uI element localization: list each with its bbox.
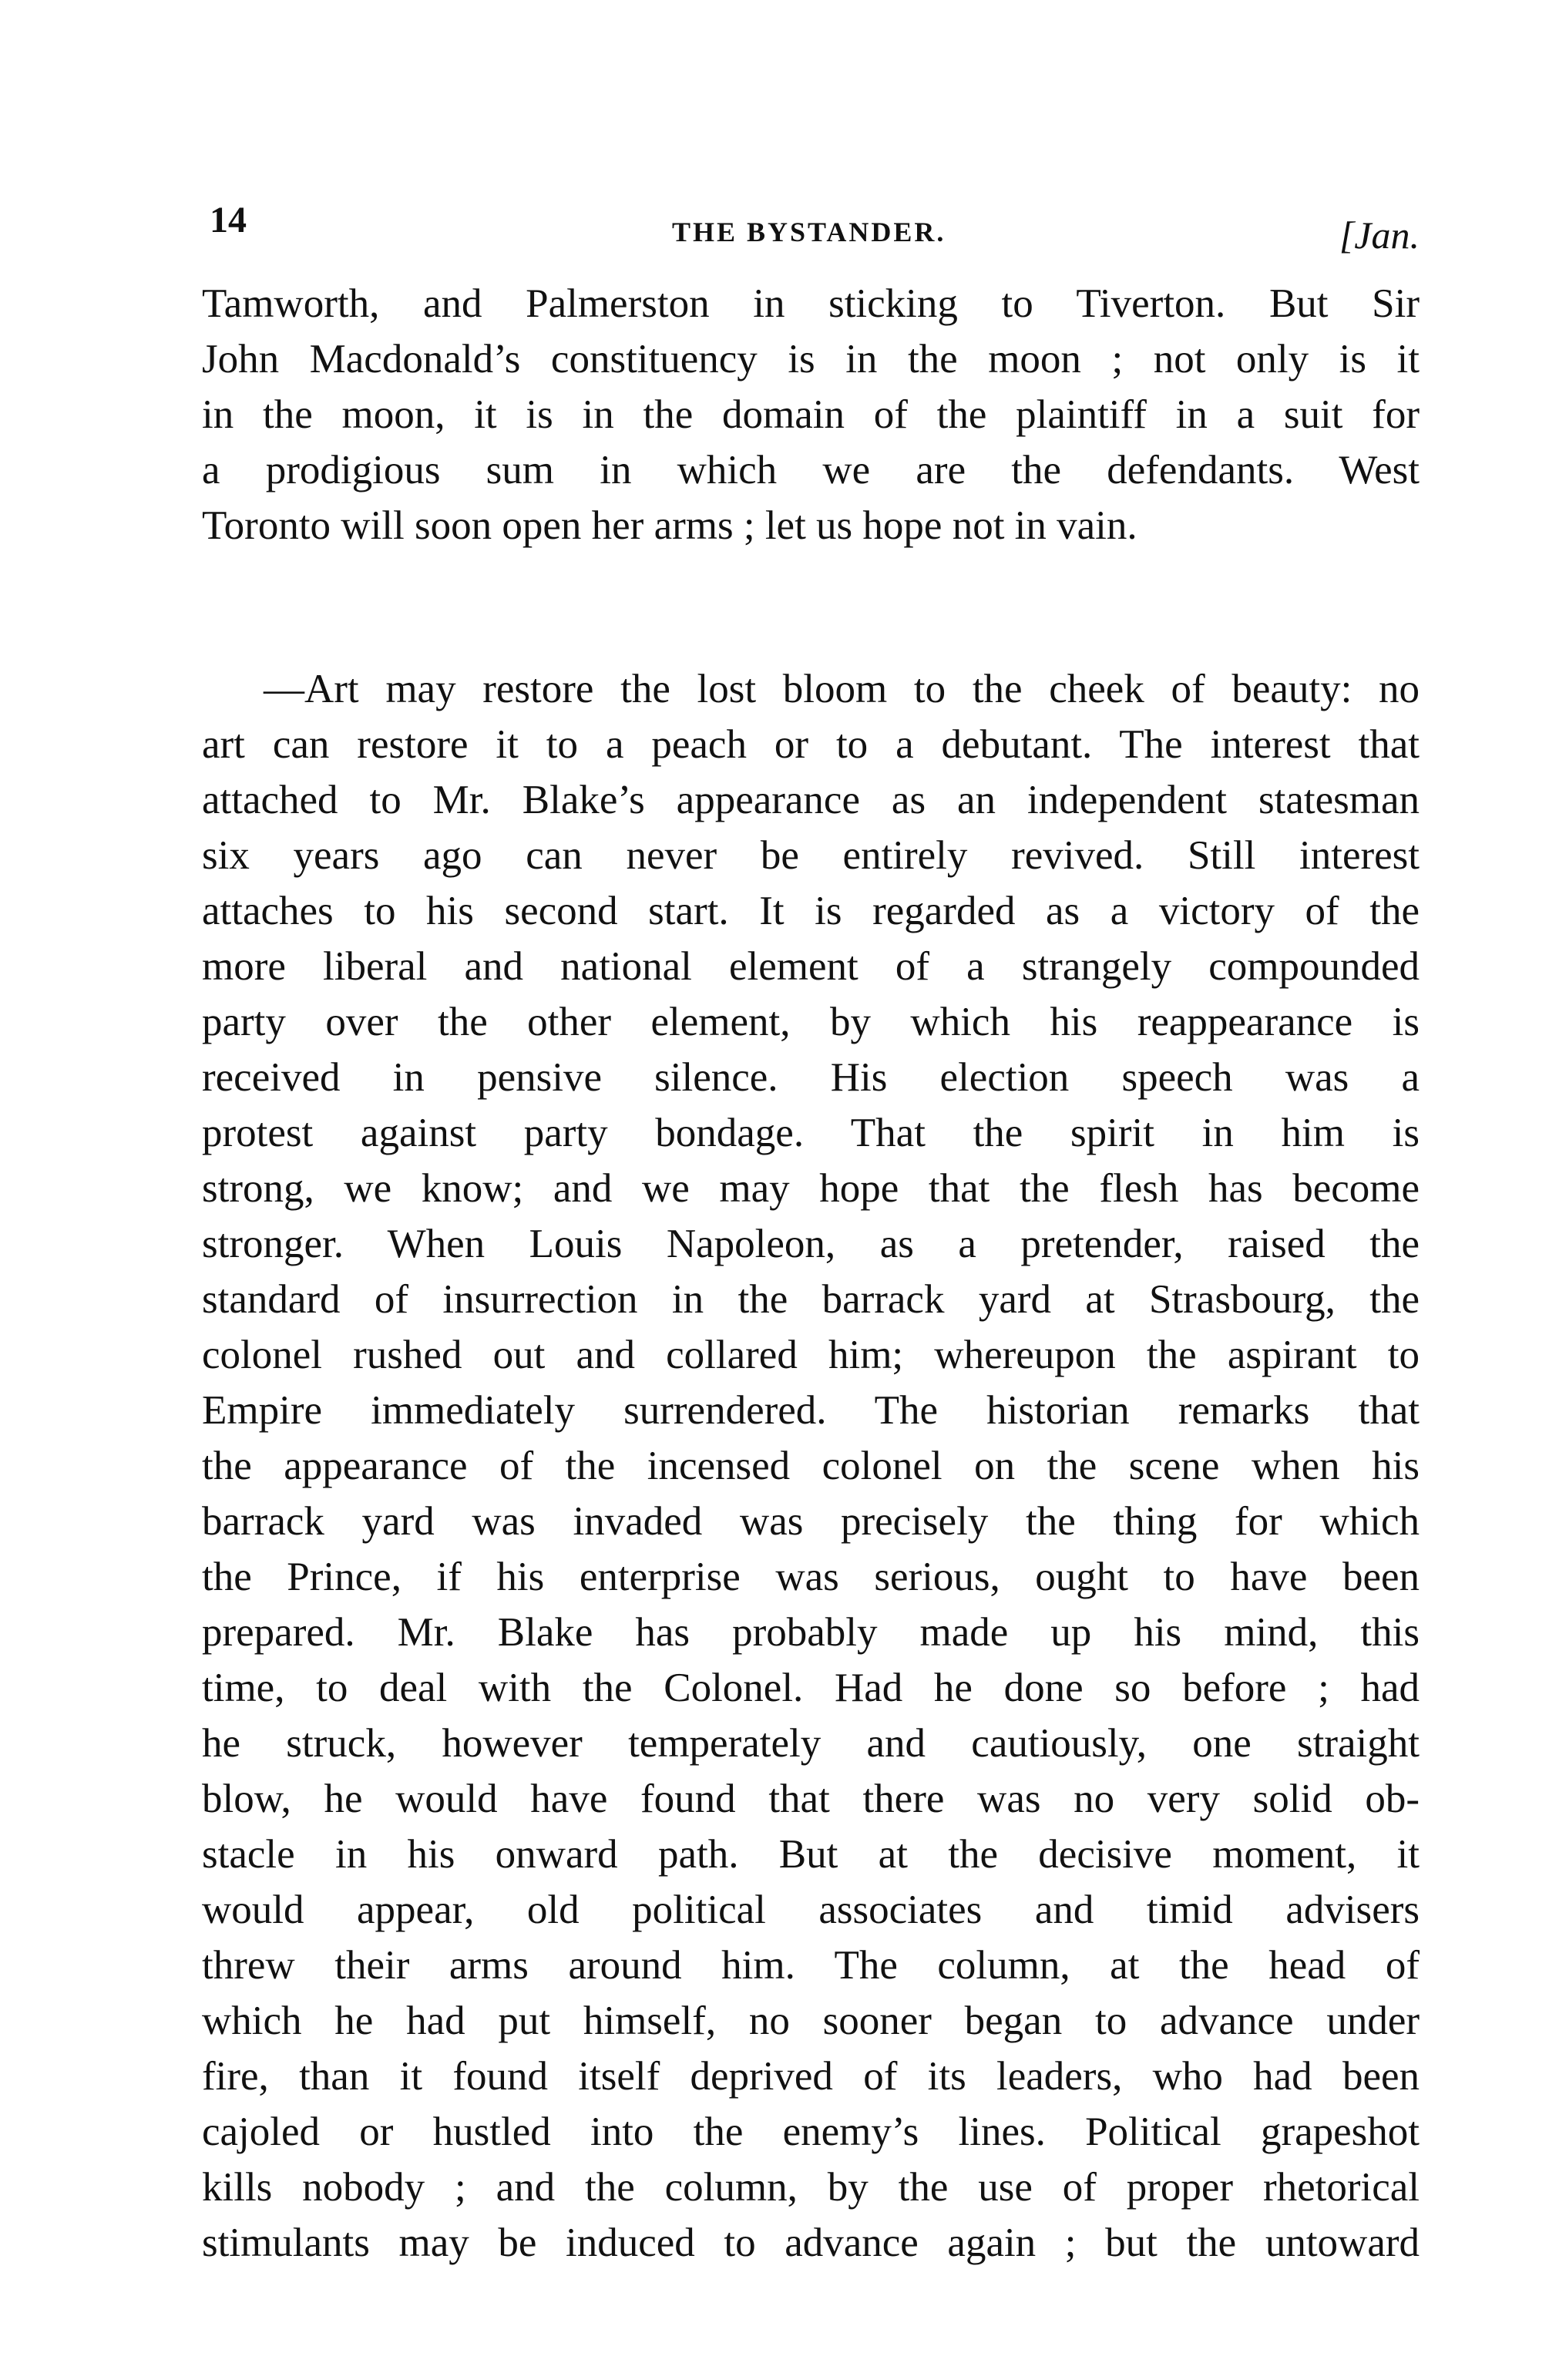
text-line: John Macdonald’s constituency is in the moon ; not only is it	[202, 337, 1420, 382]
text-line: a prodigious sum in which we are the defendants. West	[202, 448, 1420, 492]
text-line: stacle in his onward path. But at the decisive moment, it	[202, 1832, 1420, 1877]
text-line: strong, we know; and we may hope that the flesh has become	[202, 1166, 1420, 1211]
text-line: —Art may restore the lost bloom to the cheek of beauty: no	[264, 667, 1420, 711]
text-line: attaches to his second start. It is regarded as a victory of the	[202, 889, 1420, 933]
running-head	[210, 199, 1420, 261]
paragraph-2	[202, 661, 1420, 2271]
paragraph-1	[202, 276, 1420, 553]
text-line: Empire immediately surrendered. The historian remarks that	[202, 1388, 1420, 1433]
text-line: prepared. Mr. Blake has probably made up his mind, this	[202, 1610, 1420, 1655]
text-line: kills nobody ; and the column, by the use of proper rhetorical	[202, 2165, 1420, 2210]
text-line: Tamworth, and Palmerston in sticking to Tiverton. But Sir	[202, 281, 1420, 326]
text-line: received in pensive silence. His election speech was a	[202, 1055, 1420, 1100]
text-line: cajoled or hustled into the enemy’s lines. Political grapeshot	[202, 2109, 1420, 2154]
text-line: stimulants may be induced to advance again ; but the untoward	[202, 2220, 1420, 2265]
text-line: the appearance of the incensed colonel on the scene when his	[202, 1444, 1420, 1488]
text-line: he struck, however temperately and cautiously, one straight	[202, 1721, 1420, 1766]
text-line: stronger. When Louis Napoleon, as a pretender, raised the	[202, 1222, 1420, 1266]
running-month: [Jan.	[1339, 213, 1420, 257]
text-line: threw their arms around him. The column, at the head of	[202, 1943, 1420, 1988]
text-line: attached to Mr. Blake’s appearance as an independent statesman	[202, 778, 1420, 822]
text-line: barrack yard was invaded was precisely the thing for which	[202, 1499, 1420, 1544]
text-line: time, to deal with the Colonel. Had he done so before ; had	[202, 1666, 1420, 1710]
text-line: which he had put himself, no sooner began to advance under	[202, 1998, 1420, 2043]
text-line: party over the other element, by which his reappearance is	[202, 1000, 1420, 1044]
page-number: 14	[210, 200, 247, 240]
text-line: colonel rushed out and collared him; whereupon the aspirant to	[202, 1333, 1420, 1377]
text-line: standard of insurrection in the barrack yard at Strasbourg, the	[202, 1277, 1420, 1322]
text-line: in the moon, it is in the domain of the plaintiff in a suit for	[202, 392, 1420, 437]
text-line: would appear, old political associates and timid advisers	[202, 1888, 1420, 1932]
text-line: art can restore it to a peach or to a debutant. The interest that	[202, 722, 1420, 767]
text-line: Toronto will soon open her arms ; let us hope not in vain.	[202, 503, 1137, 548]
text-line: six years ago can never be entirely revived. Still interest	[202, 833, 1420, 878]
text-line: more liberal and national element of a strangely compounded	[202, 944, 1420, 989]
text-line: protest against party bondage. That the spirit in him is	[202, 1111, 1420, 1155]
text-line: the Prince, if his enterprise was serious, ought to have been	[202, 1555, 1420, 1599]
text-line: fire, than it found itself deprived of its leaders, who had been	[202, 2054, 1420, 2099]
text-line: blow, he would have found that there was no very solid ob-	[202, 1777, 1420, 1821]
running-title: THE BYSTANDER.	[672, 217, 946, 247]
